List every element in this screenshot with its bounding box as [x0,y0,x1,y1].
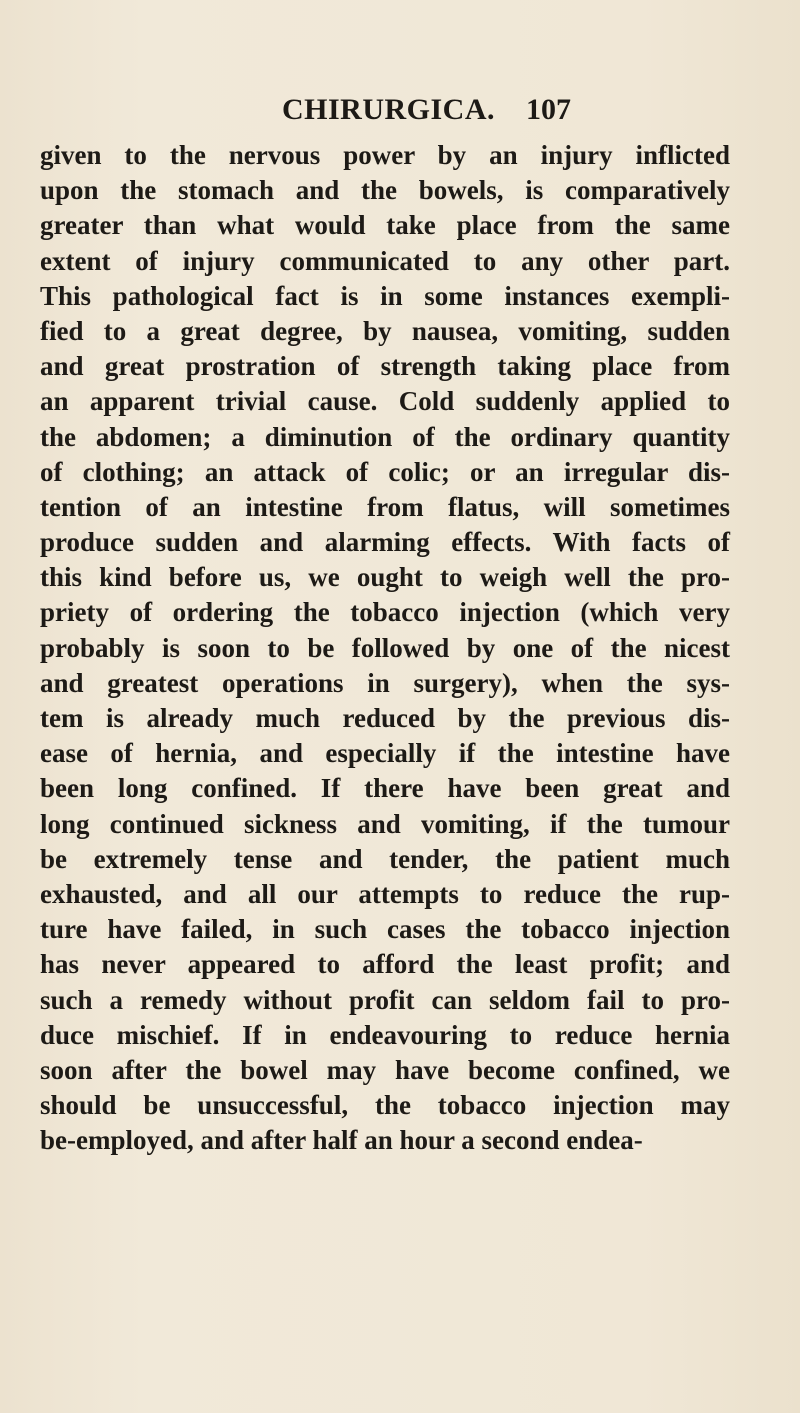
text-line: given to the nervous power by an injury inflicted [40,140,730,170]
text-line: such a remedy without profit can seldom fail to pro- [40,984,730,1015]
text-line: tem is already much reduced by the previous dis- [40,703,730,733]
text-line: of clothing; an attack of colic; or an irregular dis- [40,456,730,487]
text-line: exhausted, and all our attempts to reduce the rup- [40,878,730,909]
text-line: upon the stomach and the bowels, is comparatively [40,175,730,206]
text-line: the abdomen; a diminution of the ordinary quantity [40,421,730,452]
text-line: long continued sickness and vomiting, if the tumour [40,808,730,839]
text-line: be-employed, and after half an hour a second endea- [40,1125,643,1156]
text-line: and great prostration of strength taking place from [40,351,730,382]
text-line: This pathological fact is in some instances exempli- [40,280,730,311]
text-line: ture have failed, in such cases the tobacco injection [40,914,730,945]
text-line: ease of hernia, and especially if the intestine have [40,738,730,769]
text-line: be extremely tense and tender, the patient much [40,843,730,874]
text-line: and greatest operations in surgery), when the sys- [40,667,730,698]
text-line: duce mischief. If in endeavouring to reduce hernia [40,1019,730,1050]
text-line: extent of injury communicated to any other part. [40,245,730,276]
text-line: fied to a great degree, by nausea, vomiting, sudden [40,315,730,346]
running-head [0,88,800,132]
page-number: 107 [526,93,571,126]
body-text [40,138,730,1158]
text-line: soon after the bowel may have become confined, we [40,1054,730,1085]
text-line: should be unsuccessful, the tobacco injection may [40,1090,730,1121]
text-line: priety of ordering the tobacco injection (which very [40,597,730,628]
text-line: probably is soon to be followed by one of the nicest [40,632,730,663]
text-line: tention of an intestine from flatus, will sometimes [40,491,730,522]
text-line: an apparent trivial cause. Cold suddenly applied to [40,386,730,417]
text-line: has never appeared to afford the least profit; and [40,949,730,980]
text-line: greater than what would take place from the same [40,210,730,241]
text-line: this kind before us, we ought to weigh well the pro- [40,562,730,593]
text-line: produce sudden and alarming effects. With facts of [40,527,730,558]
text-line: been long confined. If there have been great and [40,773,730,804]
running-title: CHIRURGICA. [282,93,496,126]
